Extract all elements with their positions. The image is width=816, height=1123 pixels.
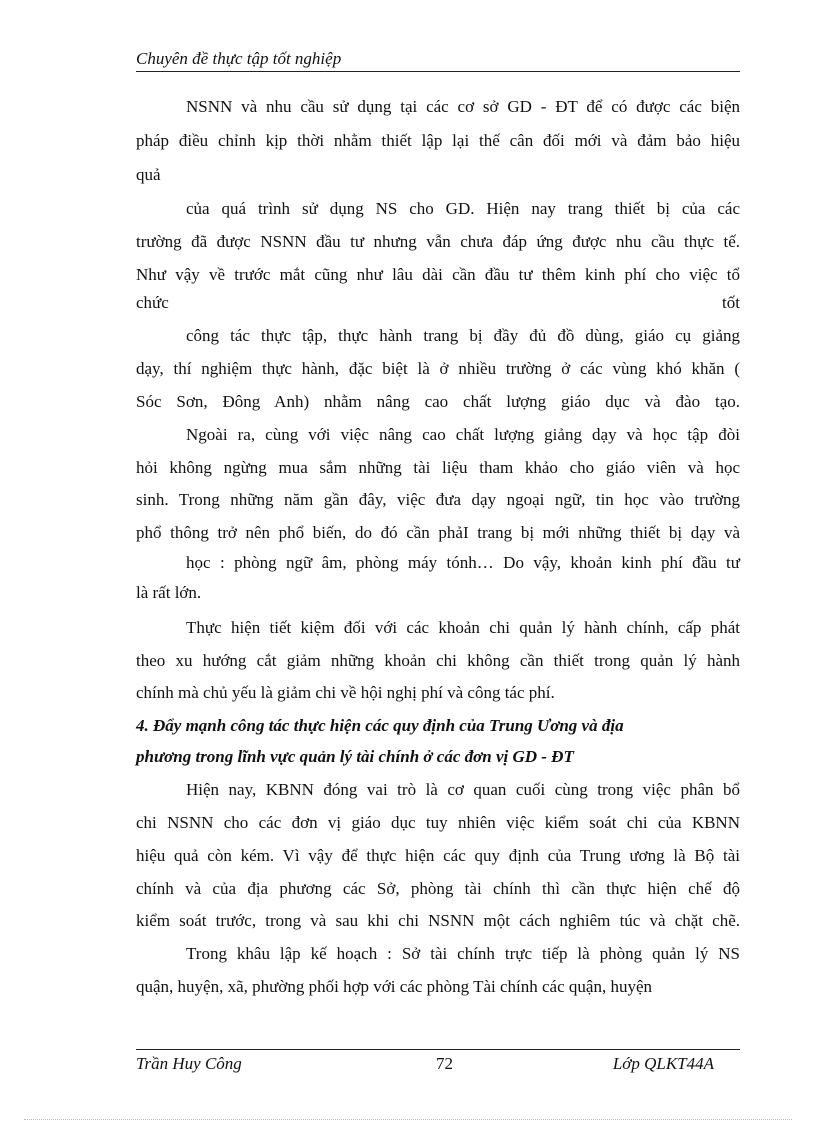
page-header (136, 49, 740, 72)
page-footer (136, 1049, 740, 1074)
text-line: NSNN và nhu cầu sử dụng tại các cơ sở GD - ĐT để có được các biện (186, 97, 740, 116)
text-line: chính và của địa phương các Sở, phòng tài chính thì cần thực hiện chế độ (136, 879, 740, 898)
text-line: tốt (722, 293, 740, 312)
text-line: trường đã được NSNN đầu tư nhưng vẫn chưa đáp ứng được nhu cầu thực tế. (136, 232, 740, 251)
text-line: công tác thực tập, thực hành trang bị đầy đủ đồ dùng, giáo cụ giảng (186, 326, 740, 345)
text-line: chính mà chủ yếu là giảm chi về hội nghị phí và công tác phí. (136, 683, 555, 702)
text-line: quả (136, 165, 161, 184)
text-line: hỏi không ngừng mua sắm những tài liệu tham khảo cho giáo viên và học (136, 458, 740, 477)
text-line: quận, huyện, xã, phường phối hợp với các phòng Tài chính các quận, huyện (136, 977, 652, 996)
text-line: Như vậy về trước mắt cũng như lâu dài cần đầu tư thêm kinh phí cho việc tổ (136, 265, 740, 284)
text-line: học : phòng ngữ âm, phòng máy tónh… Do vậy, khoản kinh phí đầu tư (186, 553, 740, 572)
text-line: Trong khâu lập kế hoạch : Sở tài chính trực tiếp là phòng quản lý NS (186, 944, 740, 963)
footer-class: Lớp QLKT44A (612, 1054, 714, 1073)
text-line: Ngoài ra, cùng với việc nâng cao chất lượng giảng dạy và học tập đòi (186, 425, 740, 444)
text-line: Sóc Sơn, Đông Anh) nhằm nâng cao chất lượng giáo dục và đào tạo. (136, 392, 740, 411)
text-line: theo xu hướng cắt giảm những khoản chi không cần thiết trong quản lý hành (136, 651, 740, 670)
section-heading: 4. Đẩy mạnh công tác thực hiện các quy định của Trung Ương và địa (136, 716, 624, 735)
text-line: pháp điều chỉnh kịp thời nhằm thiết lập lại thế cân đối mới và đảm bảo hiệu (136, 131, 740, 150)
text-line: chi NSNN cho các đơn vị giáo dục tuy nhiên việc kiểm soát chi của KBNN (136, 813, 740, 832)
text-line: Thực hiện tiết kiệm đối với các khoản chi quản lý hành chính, cấp phát (186, 618, 740, 637)
header-title: Chuyên đề thực tập tốt nghiệp (136, 49, 342, 68)
text-line: Hiện nay, KBNN đóng vai trò là cơ quan cuối cùng trong việc phân bổ (186, 780, 740, 799)
text-line: phổ thông trở nên phổ biến, do đó cần phảI trang bị mới những thiết bị dạy và (136, 523, 740, 542)
footer-author: Trần Huy Công (136, 1054, 242, 1073)
text-line: của quá trình sử dụng NS cho GD. Hiện nay trang thiết bị của các (186, 199, 740, 218)
page-number: 72 (436, 1054, 453, 1073)
section-heading: phương trong lĩnh vực quản lý tài chính ở các đơn vị GD - ĐT (136, 747, 574, 766)
page-edge-divider (24, 1119, 792, 1120)
text-line: dạy, thí nghiệm thực hành, đặc biệt là ở nhiều trường ở các vùng khó khăn ( (136, 359, 740, 378)
text-line: chức (136, 293, 169, 312)
text-line: sinh. Trong những năm gần đây, việc đưa dạy ngoại ngữ, tin học vào trường (136, 490, 740, 509)
text-line: hiệu quả còn kém. Vì vậy để thực hiện các quy định của Trung ương là Bộ tài (136, 846, 740, 865)
text-line: kiểm soát trước, trong và sau khi chi NSNN một cách nghiêm túc và chặt chẽ. (136, 911, 740, 930)
text-line: là rất lớn. (136, 583, 202, 602)
